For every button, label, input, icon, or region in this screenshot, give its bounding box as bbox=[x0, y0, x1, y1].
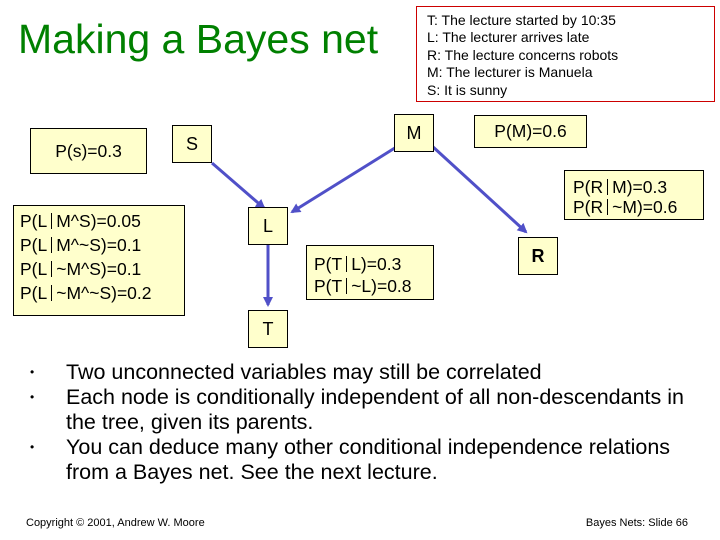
cpt-m-text: P(M)=0.6 bbox=[494, 121, 567, 141]
bullet-icon: • bbox=[30, 390, 35, 404]
bullet-item bbox=[28, 385, 708, 435]
node-m bbox=[394, 114, 434, 152]
node-t bbox=[248, 310, 288, 348]
bullet-icon: • bbox=[30, 440, 35, 454]
cpt-value: ~M^~S)=0.2 bbox=[56, 283, 152, 303]
given-bar bbox=[51, 285, 52, 301]
bullet-item bbox=[28, 360, 708, 385]
given-bar bbox=[346, 278, 347, 294]
edge-s-to-l bbox=[212, 163, 264, 208]
legend-line: S: It is sunny bbox=[427, 81, 508, 98]
cpt-t bbox=[306, 245, 434, 300]
footer-copyright: Copyright © 2001, Andrew W. Moore bbox=[26, 517, 205, 529]
cpt-row bbox=[20, 281, 184, 305]
bullet-text: Two unconnected variables may still be correlated bbox=[66, 360, 542, 384]
slide-title: Making a Bayes net bbox=[18, 16, 379, 62]
cpt-row bbox=[573, 177, 703, 197]
node-l-label: L bbox=[262, 215, 273, 236]
cpt-cond: P(T bbox=[314, 254, 343, 274]
cpt-cond: P(T bbox=[314, 276, 343, 296]
cpt-m bbox=[474, 115, 587, 148]
bullet-list bbox=[28, 360, 708, 485]
cpt-value: M)=0.3 bbox=[612, 177, 668, 197]
legend-line: R: The lecture concerns robots bbox=[427, 46, 619, 63]
cpt-cond: P(L bbox=[20, 283, 48, 303]
cpt-row bbox=[573, 197, 703, 217]
cpt-cond: P(L bbox=[20, 211, 48, 231]
cpt-cond: P(R bbox=[573, 177, 604, 197]
legend-line: T: The lecture started by 10:35 bbox=[427, 12, 616, 28]
cpt-cond: P(L bbox=[20, 259, 48, 279]
cpt-l bbox=[13, 205, 185, 316]
bullet-icon: • bbox=[30, 365, 35, 379]
legend-line: M: The lecturer is Manuela bbox=[427, 64, 593, 81]
edge-m-to-l bbox=[292, 146, 398, 212]
node-r bbox=[518, 237, 558, 275]
cpt-row bbox=[314, 253, 433, 275]
node-m-label: M bbox=[406, 122, 422, 143]
cpt-row bbox=[314, 275, 433, 297]
given-bar bbox=[607, 199, 608, 215]
footer-slide-number: Bayes Nets: Slide 66 bbox=[585, 517, 688, 529]
given-bar bbox=[346, 256, 347, 272]
bullet-text: Each node is conditionally independent of all non-descendants in the tree, given its parents. bbox=[66, 385, 684, 434]
node-s bbox=[172, 125, 212, 163]
node-t-label: T bbox=[262, 318, 274, 339]
cpt-value: ~M^S)=0.1 bbox=[56, 259, 142, 279]
cpt-row bbox=[20, 257, 184, 281]
cpt-s-text: P(s)=0.3 bbox=[55, 140, 122, 161]
node-r-label: R bbox=[531, 245, 545, 266]
given-bar bbox=[607, 179, 608, 195]
bullet-text: You can deduce many other conditional independence relations from a Bayes net. See the next lecture. bbox=[66, 435, 671, 484]
node-s-label: S bbox=[185, 133, 198, 154]
legend-line: L: The lecturer arrives late bbox=[427, 29, 590, 46]
cpt-value: L)=0.3 bbox=[351, 254, 402, 274]
cpt-value: ~L)=0.8 bbox=[351, 276, 412, 296]
cpt-cond: P(R bbox=[573, 197, 604, 217]
cpt-r bbox=[564, 170, 704, 220]
cpt-cond: P(L bbox=[20, 235, 48, 255]
cpt-row bbox=[20, 209, 184, 233]
given-bar bbox=[51, 261, 52, 277]
cpt-value: M^~S)=0.1 bbox=[56, 235, 142, 255]
given-bar bbox=[51, 237, 52, 253]
cpt-value: M^S)=0.05 bbox=[56, 211, 141, 231]
bullet-item bbox=[28, 435, 708, 485]
cpt-s bbox=[30, 128, 147, 174]
given-bar bbox=[51, 213, 52, 229]
cpt-row bbox=[20, 233, 184, 257]
cpt-value: ~M)=0.6 bbox=[612, 197, 678, 217]
node-l bbox=[248, 207, 288, 245]
edge-m-to-r bbox=[432, 146, 526, 232]
